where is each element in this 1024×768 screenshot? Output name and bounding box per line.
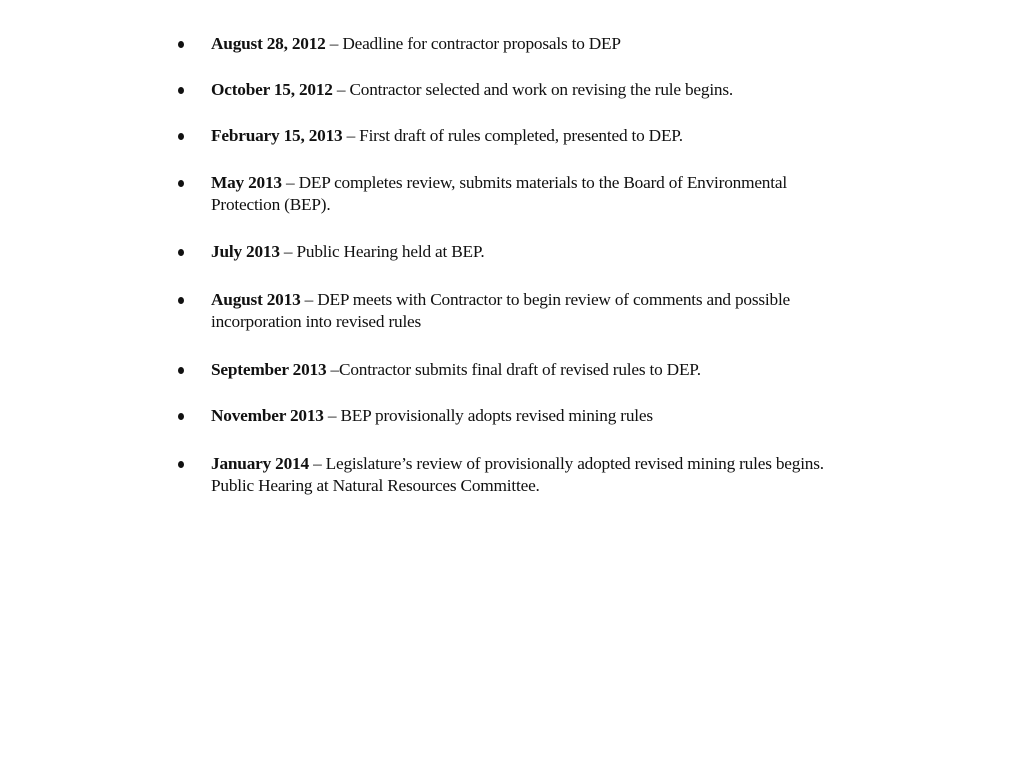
timeline-description: First draft of rules completed, presented to DEP. xyxy=(359,126,683,145)
bullet-icon xyxy=(178,297,184,304)
bullet-icon xyxy=(178,461,184,468)
bullet-icon xyxy=(178,87,184,94)
timeline-description: Contractor selected and work on revising the rule begins. xyxy=(349,80,734,99)
timeline-item-text xyxy=(211,405,851,427)
bullet-icon xyxy=(178,413,184,420)
timeline-description: Public Hearing held at BEP. xyxy=(296,242,485,261)
timeline-date: October 15, 2012 xyxy=(211,80,333,99)
timeline-separator: – xyxy=(279,242,297,261)
timeline-item-text xyxy=(211,359,851,381)
timeline-date: November 2013 xyxy=(211,406,324,425)
timeline-date: September 2013 xyxy=(211,360,327,379)
timeline-date: February 15, 2013 xyxy=(211,126,343,145)
bullet-icon xyxy=(178,249,184,256)
timeline-description: Deadline for contractor proposals to DEP xyxy=(342,34,621,53)
timeline-separator: – xyxy=(332,80,350,99)
timeline-date: July 2013 xyxy=(211,242,280,261)
timeline-date: May 2013 xyxy=(211,173,282,192)
timeline-item-text xyxy=(211,289,851,333)
timeline-item-text xyxy=(211,241,851,263)
timeline-description: BEP provisionally adopts revised mining rules xyxy=(340,406,653,425)
timeline-item-text xyxy=(211,172,811,216)
timeline-separator: – xyxy=(308,454,326,473)
timeline-description: DEP completes review, submits materials to the Board of Environmental Protection (BEP). xyxy=(211,173,787,214)
bullet-icon xyxy=(178,367,184,374)
timeline-separator: – xyxy=(300,290,318,309)
timeline-separator: – xyxy=(326,360,339,379)
bullet-icon xyxy=(178,180,184,187)
timeline-item-text xyxy=(211,453,851,497)
timeline-description: DEP meets with Contractor to begin review of comments and possible incorporation into revised rules xyxy=(211,290,791,331)
timeline-description: Contractor submits final draft of revised rules to DEP. xyxy=(339,360,701,379)
timeline-separator: – xyxy=(342,126,360,145)
bullet-icon xyxy=(178,41,184,48)
timeline-date: August 28, 2012 xyxy=(211,34,326,53)
timeline-description: Legislature’s review of provisionally adopted revised mining rules begins. Public Hearing at Natural Resources Committee. xyxy=(211,454,824,495)
timeline-item-text xyxy=(211,79,851,101)
timeline-item-text xyxy=(211,33,851,55)
timeline-date: January 2014 xyxy=(211,454,309,473)
timeline-date: August 2013 xyxy=(211,290,301,309)
bullet-icon xyxy=(178,133,184,140)
timeline-separator: – xyxy=(323,406,341,425)
timeline-separator: – xyxy=(281,173,299,192)
timeline-separator: – xyxy=(325,34,343,53)
timeline-item-text xyxy=(211,125,851,147)
